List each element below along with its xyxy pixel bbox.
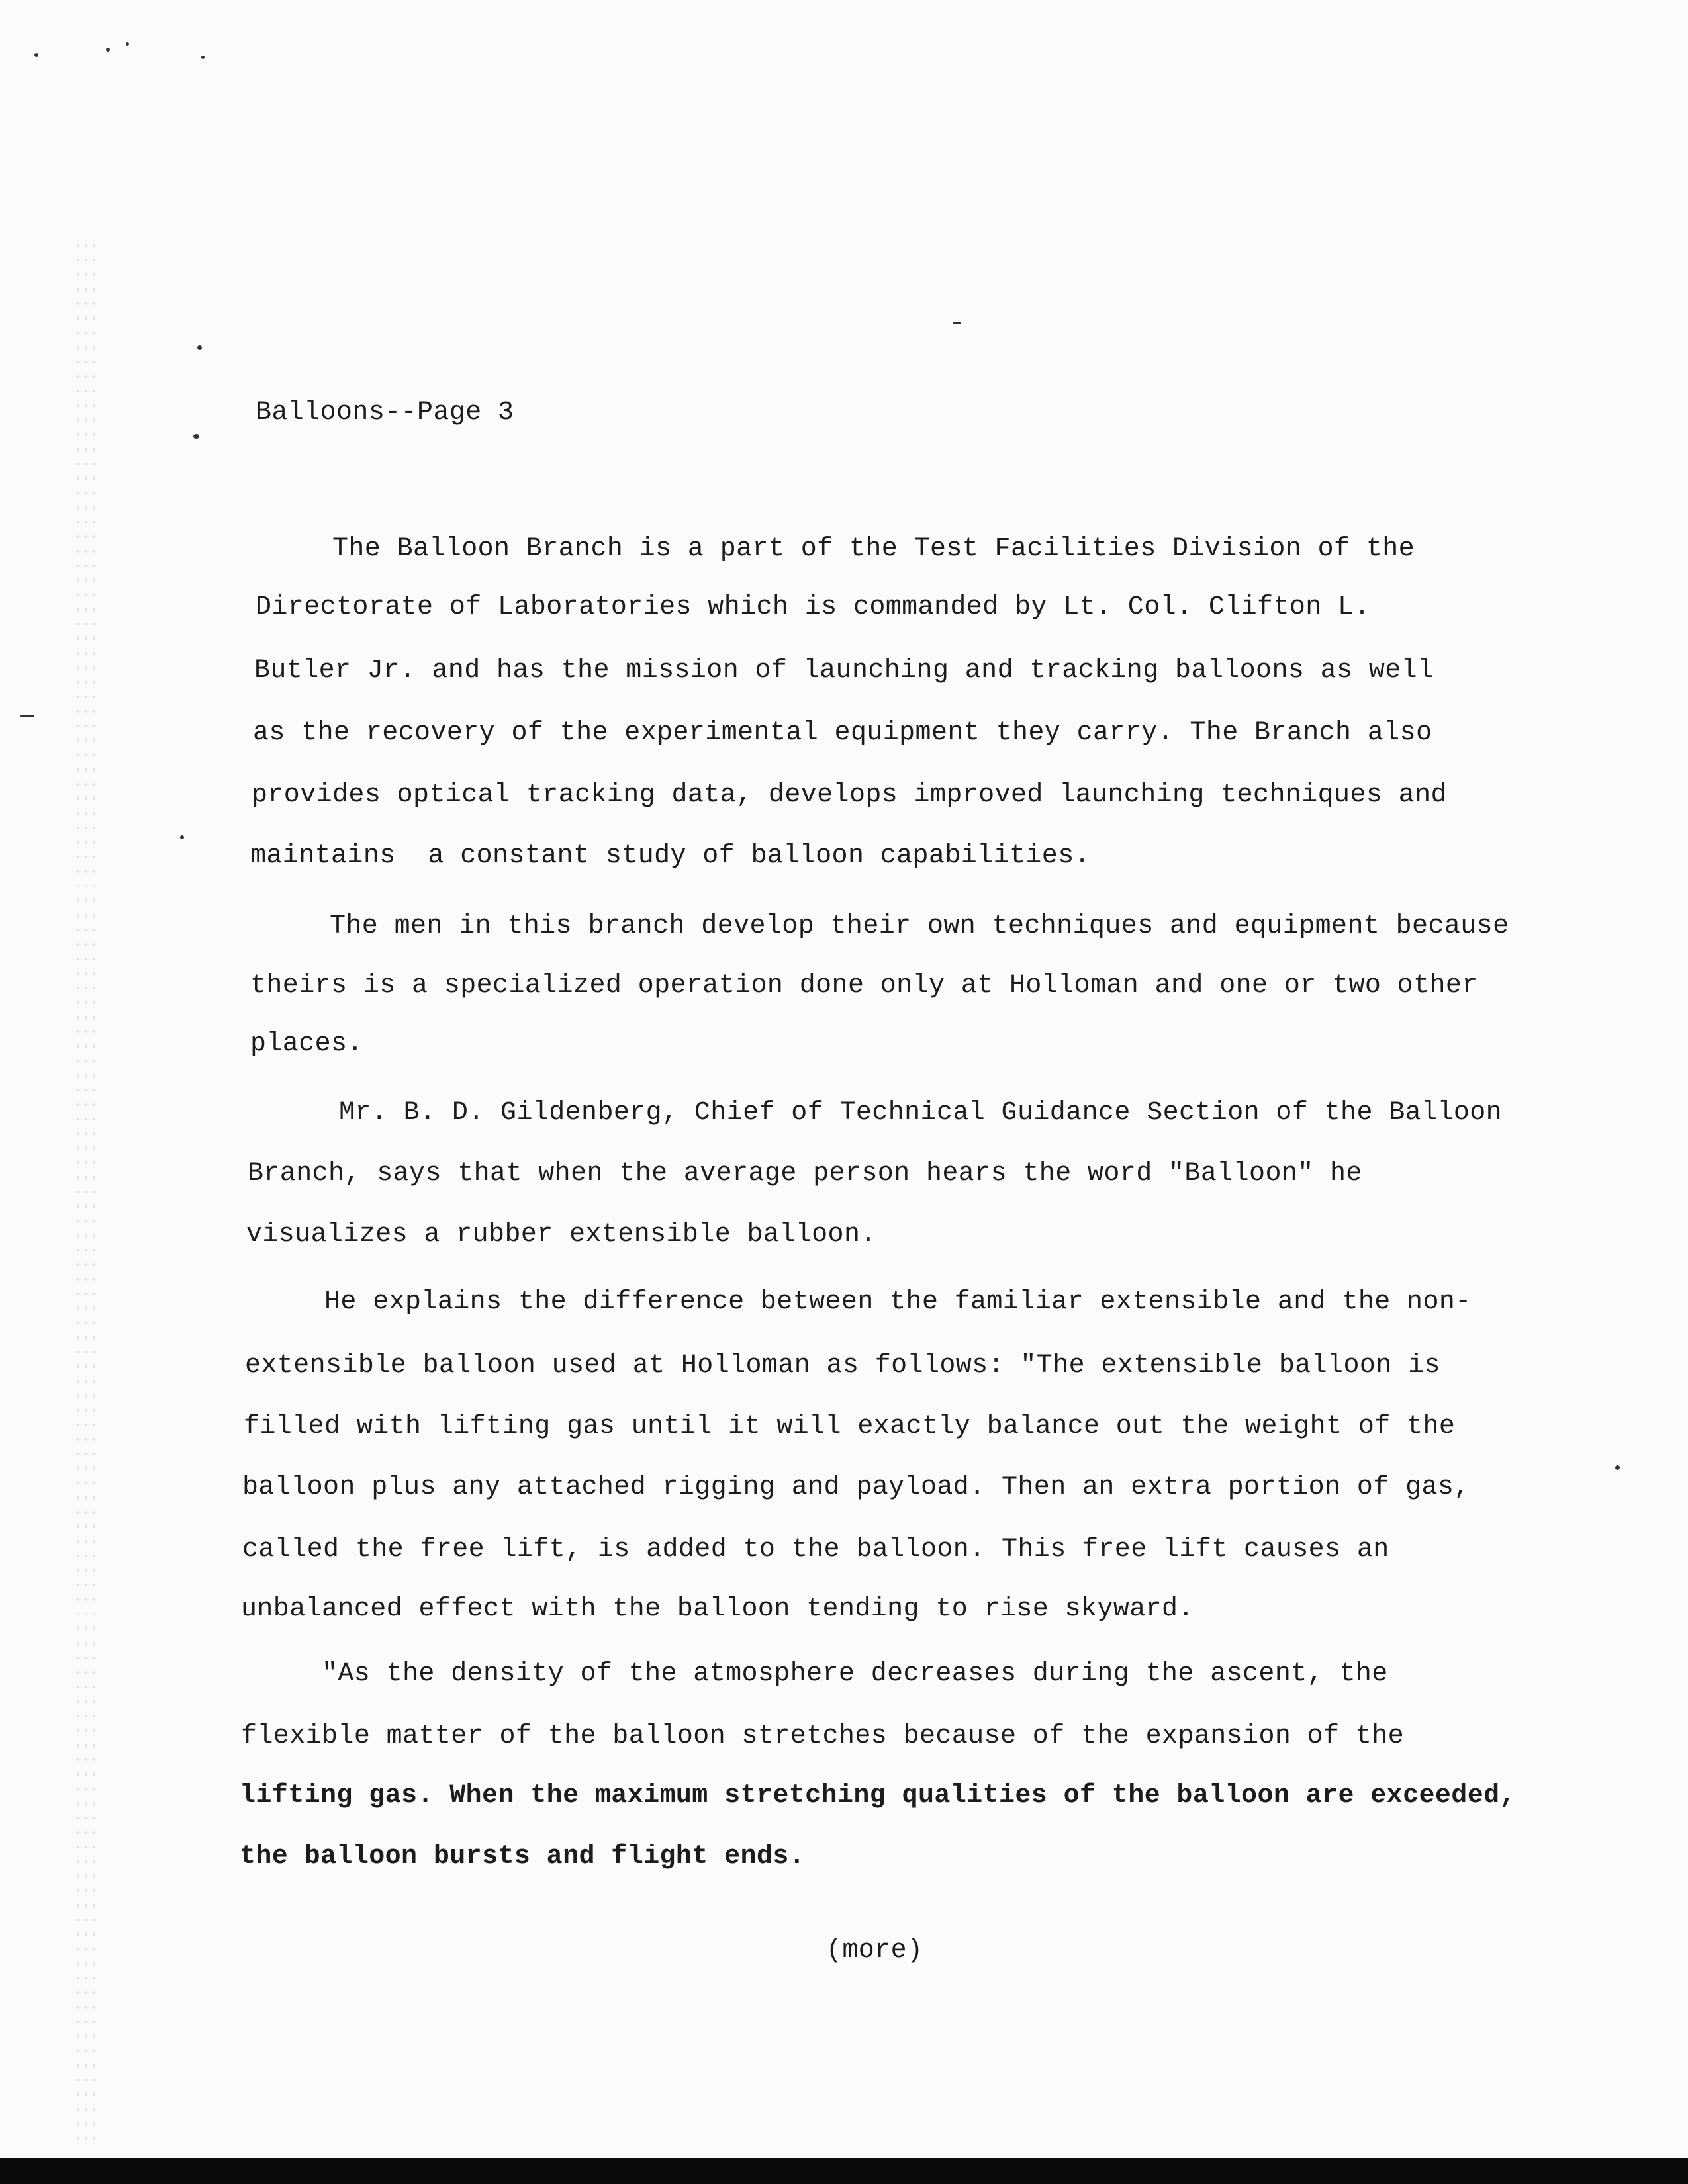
body-line: flexible matter of the balloon stretches because of the expansion of the <box>241 1721 1405 1751</box>
scan-speck <box>106 48 110 52</box>
body-line: extensible balloon used at Holloman as follows: "The extensible balloon is <box>245 1351 1440 1381</box>
body-line: provides optical tracking data, develops improved launching techniques and <box>252 780 1447 810</box>
scan-speck <box>197 345 202 350</box>
scan-bottom-edge <box>0 2158 1688 2184</box>
scan-speck <box>126 42 129 46</box>
page-header: Balloons--Page 3 <box>256 398 514 428</box>
body-line: called the free lift, is added to the balloon. This free lift causes an <box>242 1535 1389 1565</box>
body-line: balloon plus any attached rigging and payload. Then an extra portion of gas, <box>242 1473 1470 1502</box>
body-line: Directorate of Laboratories which is commanded by Lt. Col. Clifton L. <box>256 592 1370 622</box>
body-line: as the recovery of the experimental equipment they carry. The Branch also <box>253 718 1432 748</box>
scan-speck <box>193 434 199 439</box>
scan-speck <box>34 53 38 57</box>
body-line: "As the density of the atmosphere decreases during the ascent, the <box>322 1659 1388 1689</box>
body-line: Butler Jr. and has the mission of launching and tracking balloons as well <box>254 656 1434 686</box>
body-line: He explains the difference between the familiar extensible and the non- <box>324 1287 1472 1317</box>
body-line: The men in this branch develop their own techniques and equipment because <box>330 911 1509 941</box>
body-line: Branch, says that when the average person hears the word "Balloon" he <box>248 1159 1362 1189</box>
binding-edge-marks <box>74 238 97 2144</box>
scan-speck <box>180 835 184 839</box>
scan-speck <box>20 715 34 717</box>
body-line: The Balloon Branch is a part of the Test Facilities Division of the <box>332 534 1415 564</box>
body-line: lifting gas. When the maximum stretching qualities of the balloon are exceeded, <box>240 1781 1516 1811</box>
scan-speck <box>201 56 205 59</box>
body-line: visualizes a rubber extensible balloon. <box>246 1220 876 1250</box>
body-line: maintains a constant study of balloon capabilities. <box>250 841 1091 871</box>
body-line: theirs is a specialized operation done only at Holloman and one or two other <box>250 971 1478 1001</box>
scan-speck <box>953 322 961 324</box>
body-line: places. <box>250 1029 363 1059</box>
body-line: filled with lifting gas until it will exactly balance out the weight of the <box>244 1412 1456 1441</box>
body-line: the balloon bursts and flight ends. <box>240 1842 806 1872</box>
body-line: Mr. B. D. Gildenberg, Chief of Technical Guidance Section of the Balloon <box>339 1098 1503 1128</box>
scan-speck <box>1615 1465 1620 1470</box>
continuation-marker: (more) <box>826 1936 923 1966</box>
body-line: unbalanced effect with the balloon tending to rise skyward. <box>241 1594 1194 1624</box>
